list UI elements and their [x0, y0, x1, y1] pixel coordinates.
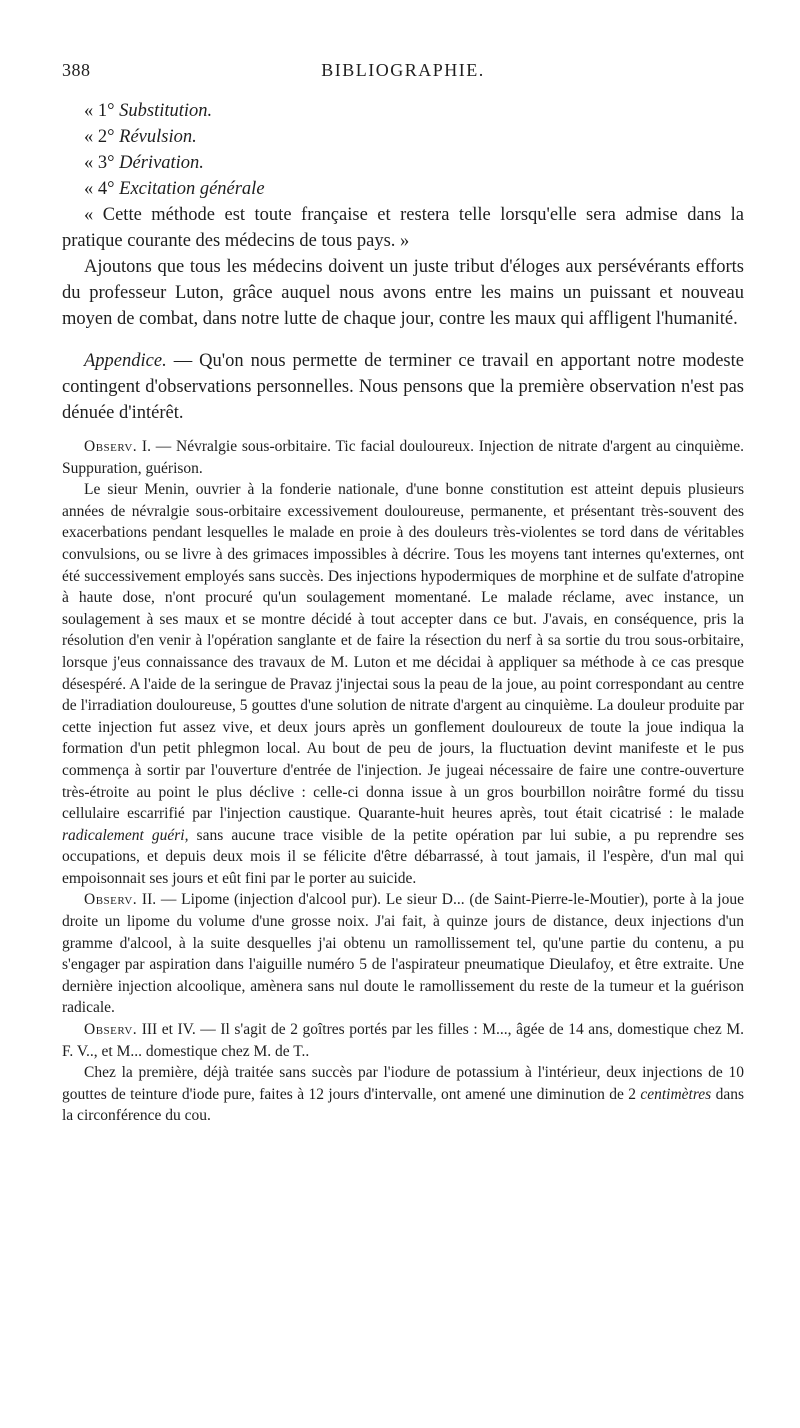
observation-2: Observ. II. — Lipome (injection d'alcool pur). Le sieur D... (de Saint-Pierre-le-Moutier), porte à la joue droite un lipome du volume d'une grosse noix. J'ai fait, à quinze jours de distance, deux injections d'un gramme d'alcool, à la suite desquelles j'ai obtenu un ramollissement tel, qu'une partie du contenu, a pu s'engager par aspiration dans l'aiguille numéro 5 de l'aspirateur pneumatique Dieulafoy, et être extraite. Une dernière injection alcoolique, amènera sans nul doute le ramollissement du reste de la tumeur et la guérison radicale.: [62, 891, 744, 1017]
method-paragraph: « Cette méthode est toute française et restera telle lorsqu'elle sera admise dans la pratique courante des médecins de tous pays. »: [62, 205, 744, 251]
method-list: [62, 98, 744, 202]
list-item: « 4° Excitation générale: [84, 179, 265, 199]
appendix-label: Appendice.: [84, 351, 167, 371]
list-item: « 2° Révulsion.: [84, 127, 197, 147]
observation-3-4: Observ. III et IV. — Il s'agit de 2 goîtres portés par les filles : M..., âgée de 14 ans, domestique chez M. F. V.., et M... domestique chez M. de T..: [62, 1021, 744, 1060]
final-paragraph: Chez la première, déjà traitée sans succès par l'iodure de potassium à l'intérieur, deux injections de 10 gouttes de teinture d'iode pure, faites à 12 jours d'intervalle, ont amené une diminution de 2 centimètres dans la circonférence du cou.: [62, 1064, 744, 1125]
tribute-paragraph: Ajoutons que tous les médecins doivent un juste tribut d'éloges aux persévérants efforts du professeur Luton, grâce auquel nous avons entre les mains un puissant et nouveau moyen de combat, dans notre lutte de chaque jour, contre les maux qui affligent l'humanité.: [62, 257, 744, 329]
list-item: « 1° Substitution.: [84, 101, 213, 121]
list-item: « 3° Dérivation.: [84, 153, 204, 173]
observation-1-body: Le sieur Menin, ouvrier à la fonderie nationale, d'une bonne constitution est atteint depuis plusieurs années de névralgie sous-orbitaire excessivement douloureuse, permanente, et présentant très-souvent des exacerbations pendant lesquelles le malade en proie à des douleurs très-violentes se tord dans de véritables convulsions, ou se livre à des grimaces impossibles à décrire. Tous les moyens tant internes qu'externes, ont été successivement employés sans succès. Des injections hypodermiques de morphine et de sulfate d'atropine à haute dose, n'ont procuré qu'un soulagement momentané. Le malade réclame, avec instance, un soulagement à ses maux et se montre décidé à tout accepter dans ce but. J'avais, en conséquence, pris la résolution d'en venir à l'opération sanglante et de faire la résection du nerf à sa sortie du trou sous-orbitaire, lorsque j'eus connaissance des travaux de M. Luton et me décidai à appliquer sa méthode à ce cas presque désespéré. A l'aide de la seringue de Pravaz j'injectai sous la peau de la joue, au point correspondant au centre de l'irradiation douloureuse, 5 gouttes d'une solution de nitrate d'argent au cinquième. La douleur produite par cette injection fut assez vive, et deux jours après un gonflement douloureux de toute la joue indiqua la formation d'un petit phlegmon local. Au bout de peu de jours, la fluctuation devint manifeste et le pus commença à sortir par l'ouverture d'entrée de l'injection. Je jugeai nécessaire de faire une contre-ouverture très-étroite au point le plus déclive : celle-ci donna issue à un gros bourbillon noirâtre formé du tissu cellulaire escarrifié par l'injection caustique. Quarante-huit heures après, tout était cicatrisé : le malade radicalement guéri, sans aucune trace visible de la petite opération par lui subie, a pu reprendre ses occupations, et depuis deux mois il se félicite d'être débarrassé, à tout jamais, il l'espère, d'un mal qui empoisonnait ses jours et eût fini par le porter au suicide.: [62, 481, 744, 887]
page-number: 388: [62, 60, 91, 80]
appendix-paragraph: Appendice. — Qu'on nous permette de terminer ce travail en apportant notre modeste contingent d'observations personnelles. Nous pensons que la première observation n'est pas dénuée d'intérêt.: [62, 351, 744, 423]
running-head: BIBLIOGRAPHIE.: [321, 60, 485, 80]
page-header: [62, 60, 744, 84]
observation-1-title: Observ. I. — Névralgie sous-orbitaire. Tic facial douloureux. Injection de nitrate d'argent au cinquième. Suppuration, guérison.: [62, 438, 744, 477]
